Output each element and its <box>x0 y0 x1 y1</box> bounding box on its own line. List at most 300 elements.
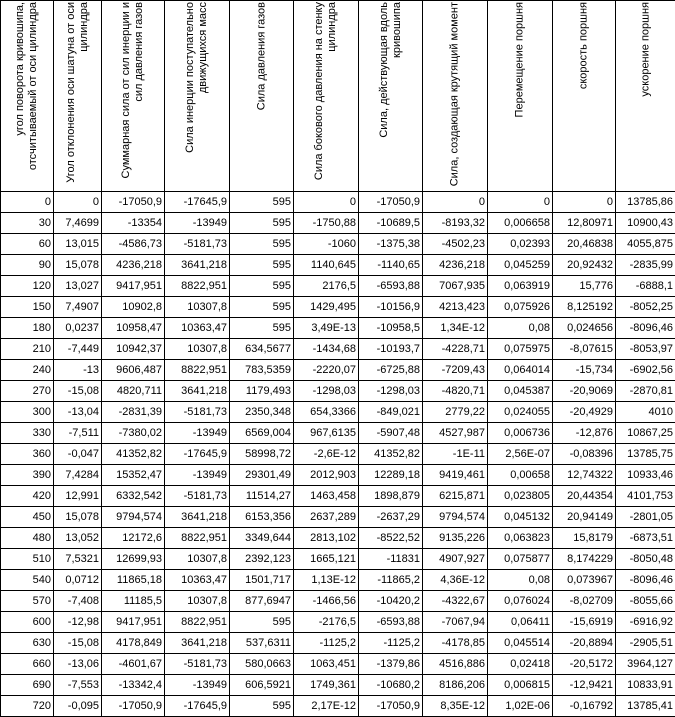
table-cell[interactable]: 0,075975 <box>488 339 553 360</box>
table-cell[interactable]: 3,49E-13 <box>294 318 359 339</box>
table-cell[interactable]: 3641,218 <box>165 381 230 402</box>
table-cell[interactable]: -13949 <box>165 423 230 444</box>
table-cell[interactable]: 210 <box>1 339 54 360</box>
table-cell[interactable]: 0,063823 <box>488 528 553 549</box>
table-cell[interactable]: -15,08 <box>54 381 102 402</box>
table-cell[interactable]: -13,04 <box>54 402 102 423</box>
table-cell[interactable]: -10689,5 <box>359 213 423 234</box>
table-cell[interactable]: -8096,46 <box>616 570 675 591</box>
table-cell[interactable]: 1,34E-12 <box>423 318 488 339</box>
table-cell[interactable]: 270 <box>1 381 54 402</box>
table-cell[interactable]: -2176,5 <box>294 612 359 633</box>
table-cell[interactable]: 0 <box>423 192 488 213</box>
table-cell[interactable]: 0,045514 <box>488 633 553 654</box>
table-cell[interactable]: -8,07615 <box>553 339 616 360</box>
table-cell[interactable]: 30 <box>1 213 54 234</box>
table-cell[interactable]: 0,00658 <box>488 465 553 486</box>
table-row <box>1 423 675 444</box>
table-cell[interactable]: 4,36E-12 <box>423 570 488 591</box>
table-cell[interactable]: 3641,218 <box>165 633 230 654</box>
table-cell[interactable]: -6725,88 <box>359 360 423 381</box>
table-cell[interactable]: -5907,48 <box>359 423 423 444</box>
table-cell[interactable]: 0,0712 <box>54 570 102 591</box>
table-cell[interactable]: 10933,46 <box>616 465 675 486</box>
table-cell[interactable]: -20,5172 <box>553 654 616 675</box>
table-cell[interactable]: -2,6E-12 <box>294 444 359 465</box>
table-cell[interactable]: -15,6919 <box>553 612 616 633</box>
table-cell[interactable]: -4601,67 <box>102 654 165 675</box>
table-cell[interactable]: -8522,52 <box>359 528 423 549</box>
header-row <box>1 1 675 192</box>
table-cell[interactable]: 600 <box>1 612 54 633</box>
table-cell[interactable]: 15,078 <box>54 507 102 528</box>
table-cell[interactable]: -7380,02 <box>102 423 165 444</box>
column-header-torque-force[interactable] <box>423 1 488 192</box>
table-cell[interactable]: 2012,903 <box>294 465 359 486</box>
table-cell[interactable]: 0,045132 <box>488 507 553 528</box>
table-cell[interactable]: 12,74322 <box>553 465 616 486</box>
table-cell[interactable]: -8050,48 <box>616 549 675 570</box>
table-cell[interactable]: 2813,102 <box>294 528 359 549</box>
column-header-label: Сила давления газов <box>255 2 268 190</box>
table-cell[interactable]: 0,064014 <box>488 360 553 381</box>
table-cell[interactable]: 11185,5 <box>102 591 165 612</box>
table-cell[interactable]: -13342,4 <box>102 675 165 696</box>
table-cell[interactable]: 13,015 <box>54 234 102 255</box>
column-header-crank-force[interactable] <box>359 1 423 192</box>
column-header-crank-angle[interactable] <box>1 1 54 192</box>
table-cell[interactable]: 690 <box>1 675 54 696</box>
table-cell[interactable]: 0 <box>54 192 102 213</box>
table-cell[interactable]: 450 <box>1 507 54 528</box>
table-cell[interactable]: -7067,94 <box>423 612 488 633</box>
table-cell[interactable]: 0,024656 <box>553 318 616 339</box>
table-cell[interactable]: -17645,9 <box>165 696 230 717</box>
table-cell[interactable]: 41352,82 <box>102 444 165 465</box>
table-cell[interactable]: -5181,73 <box>165 486 230 507</box>
table-cell[interactable]: 8822,951 <box>165 360 230 381</box>
table-cell[interactable]: 660 <box>1 654 54 675</box>
table-cell[interactable]: -1750,88 <box>294 213 359 234</box>
table-cell[interactable]: 13,052 <box>54 528 102 549</box>
table-row <box>1 612 675 633</box>
table-cell[interactable]: 1665,121 <box>294 549 359 570</box>
table-cell[interactable]: 10942,37 <box>102 339 165 360</box>
table-cell[interactable]: -13949 <box>165 213 230 234</box>
table-cell[interactable]: -20,9069 <box>553 381 616 402</box>
table-cell[interactable]: -2870,81 <box>616 381 675 402</box>
table-cell[interactable]: -17645,9 <box>165 192 230 213</box>
table-cell[interactable]: 720 <box>1 696 54 717</box>
table-cell[interactable]: 8186,206 <box>423 675 488 696</box>
table-cell[interactable]: 120 <box>1 276 54 297</box>
table-cell[interactable]: 0,075877 <box>488 549 553 570</box>
table-cell[interactable]: 20,94149 <box>553 507 616 528</box>
table-cell[interactable]: -1379,86 <box>359 654 423 675</box>
table-cell[interactable]: 630 <box>1 633 54 654</box>
table-cell[interactable]: 12699,93 <box>102 549 165 570</box>
table-cell[interactable]: 8822,951 <box>165 528 230 549</box>
table-cell[interactable]: 58998,72 <box>230 444 294 465</box>
table-cell[interactable]: 12172,6 <box>102 528 165 549</box>
table-cell[interactable]: -5181,73 <box>165 402 230 423</box>
column-header-label: Сила бокового давления на стенку цилиндра <box>313 2 339 190</box>
table-cell[interactable]: 510 <box>1 549 54 570</box>
table-cell[interactable]: 8,35E-12 <box>423 696 488 717</box>
table-cell[interactable]: -17050,9 <box>102 696 165 717</box>
column-header-gas-force[interactable] <box>230 1 294 192</box>
table-cell[interactable]: -8053,97 <box>616 339 675 360</box>
column-header-piston-velocity[interactable] <box>553 1 616 192</box>
table-cell[interactable]: 0,06411 <box>488 612 553 633</box>
table-cell[interactable]: -0,047 <box>54 444 102 465</box>
table-cell[interactable]: 570 <box>1 591 54 612</box>
table-cell[interactable]: 1463,458 <box>294 486 359 507</box>
table-cell[interactable]: -2220,07 <box>294 360 359 381</box>
table-cell[interactable]: -849,021 <box>359 402 423 423</box>
table-cell[interactable]: -6902,56 <box>616 360 675 381</box>
table-cell[interactable]: -13949 <box>165 465 230 486</box>
table-cell[interactable]: 9794,574 <box>423 507 488 528</box>
table-cell[interactable]: 0,08 <box>488 570 553 591</box>
table-cell[interactable]: 9135,226 <box>423 528 488 549</box>
table-cell[interactable]: -4586,73 <box>102 234 165 255</box>
table-cell[interactable]: 4527,987 <box>423 423 488 444</box>
table-cell[interactable]: 654,3366 <box>294 402 359 423</box>
table-cell[interactable]: -2905,51 <box>616 633 675 654</box>
table-cell[interactable]: 20,46838 <box>553 234 616 255</box>
table-cell[interactable]: -7,511 <box>54 423 102 444</box>
table-cell[interactable]: 29301,49 <box>230 465 294 486</box>
table-cell[interactable]: 15,8179 <box>553 528 616 549</box>
table-cell[interactable]: 3349,644 <box>230 528 294 549</box>
table-cell[interactable]: 60 <box>1 234 54 255</box>
table-cell[interactable]: 13785,75 <box>616 444 675 465</box>
table-cell[interactable]: -1E-11 <box>423 444 488 465</box>
table-cell[interactable]: 877,6947 <box>230 591 294 612</box>
table-cell[interactable]: -4322,67 <box>423 591 488 612</box>
column-header-piston-displacement[interactable] <box>488 1 553 192</box>
table-cell[interactable]: -2637,29 <box>359 507 423 528</box>
column-header-side-force[interactable] <box>294 1 359 192</box>
table-row <box>1 234 675 255</box>
table-cell[interactable]: 8,174229 <box>553 549 616 570</box>
table-cell[interactable]: 6153,356 <box>230 507 294 528</box>
table-cell[interactable]: 10833,91 <box>616 675 675 696</box>
table-cell[interactable]: -8096,46 <box>616 318 675 339</box>
table-cell[interactable]: 0,063919 <box>488 276 553 297</box>
table-cell[interactable]: 6215,871 <box>423 486 488 507</box>
table-cell[interactable]: 10307,8 <box>165 297 230 318</box>
table-cell[interactable]: 9417,951 <box>102 276 165 297</box>
table-cell[interactable]: 240 <box>1 360 54 381</box>
table-cell[interactable]: -1375,38 <box>359 234 423 255</box>
table-cell[interactable]: 2779,22 <box>423 402 488 423</box>
table-cell[interactable]: 595 <box>230 255 294 276</box>
table-cell[interactable]: 3964,127 <box>616 654 675 675</box>
table-cell[interactable]: 595 <box>230 234 294 255</box>
table-cell[interactable]: -10156,9 <box>359 297 423 318</box>
table-cell[interactable]: 11514,27 <box>230 486 294 507</box>
table-cell[interactable]: -8,02709 <box>553 591 616 612</box>
table-cell[interactable]: 537,6311 <box>230 633 294 654</box>
table-cell[interactable]: -7209,43 <box>423 360 488 381</box>
column-header-label: Перемещение поршня <box>514 2 527 190</box>
table-cell[interactable]: 3641,218 <box>165 507 230 528</box>
column-header-piston-acceleration[interactable] <box>616 1 675 192</box>
table-cell[interactable]: 595 <box>230 318 294 339</box>
table-cell[interactable]: 967,6135 <box>294 423 359 444</box>
table-cell[interactable]: 0,076024 <box>488 591 553 612</box>
table-cell[interactable]: 4213,423 <box>423 297 488 318</box>
table-cell[interactable]: 4516,886 <box>423 654 488 675</box>
table-cell[interactable]: 10363,47 <box>165 570 230 591</box>
table-cell[interactable]: 13,027 <box>54 276 102 297</box>
table-cell[interactable]: -4228,71 <box>423 339 488 360</box>
table-cell[interactable]: 0,006815 <box>488 675 553 696</box>
table-cell[interactable]: -7,449 <box>54 339 102 360</box>
table-cell[interactable]: 595 <box>230 276 294 297</box>
table-cell[interactable]: 634,5677 <box>230 339 294 360</box>
table-cell[interactable]: 2392,123 <box>230 549 294 570</box>
column-header-rod-angle[interactable] <box>54 1 102 192</box>
table-cell[interactable]: -1140,65 <box>359 255 423 276</box>
table-cell[interactable]: 595 <box>230 696 294 717</box>
table-cell[interactable]: 2,56E-07 <box>488 444 553 465</box>
table-cell[interactable]: -6873,51 <box>616 528 675 549</box>
table-cell[interactable]: -0,08396 <box>553 444 616 465</box>
table-cell[interactable]: 6569,004 <box>230 423 294 444</box>
table-cell[interactable]: -6916,92 <box>616 612 675 633</box>
table-cell[interactable]: 360 <box>1 444 54 465</box>
table-cell[interactable]: -1298,03 <box>294 381 359 402</box>
table-cell[interactable]: 0,08 <box>488 318 553 339</box>
table-cell[interactable]: -0,16792 <box>553 696 616 717</box>
table-cell[interactable]: 0 <box>1 192 54 213</box>
table-cell[interactable]: 0 <box>294 192 359 213</box>
table-cell[interactable]: -13 <box>54 360 102 381</box>
table-cell[interactable]: -11831 <box>359 549 423 570</box>
table-cell[interactable]: 7,4907 <box>54 297 102 318</box>
table-cell[interactable]: 595 <box>230 192 294 213</box>
table-cell[interactable]: -4178,85 <box>423 633 488 654</box>
table-row <box>1 675 675 696</box>
table-cell[interactable]: 7,4284 <box>54 465 102 486</box>
table-cell[interactable]: 8822,951 <box>165 612 230 633</box>
table-cell[interactable]: -1434,68 <box>294 339 359 360</box>
table-cell[interactable]: 4236,218 <box>423 255 488 276</box>
table-cell[interactable]: 9419,461 <box>423 465 488 486</box>
column-header-inertia-force[interactable] <box>165 1 230 192</box>
table-cell[interactable]: 13785,41 <box>616 696 675 717</box>
table-cell[interactable]: 420 <box>1 486 54 507</box>
table-cell[interactable]: -20,8894 <box>553 633 616 654</box>
table-cell[interactable]: 330 <box>1 423 54 444</box>
table-cell[interactable]: 3641,218 <box>165 255 230 276</box>
table-cell[interactable]: -12,876 <box>553 423 616 444</box>
table-cell[interactable]: 4907,927 <box>423 549 488 570</box>
table-cell[interactable]: 15,078 <box>54 255 102 276</box>
table-cell[interactable]: 15,776 <box>553 276 616 297</box>
table-cell[interactable]: -1298,03 <box>359 381 423 402</box>
table-cell[interactable]: 2176,5 <box>294 276 359 297</box>
table-cell[interactable]: 1898,879 <box>359 486 423 507</box>
table-cell[interactable]: -6888,1 <box>616 276 675 297</box>
table-cell[interactable]: 10363,47 <box>165 318 230 339</box>
table-cell[interactable]: -1466,56 <box>294 591 359 612</box>
table-row <box>1 444 675 465</box>
table-cell[interactable]: 8822,951 <box>165 276 230 297</box>
table-cell[interactable]: 4820,711 <box>102 381 165 402</box>
table-cell[interactable]: 0,045259 <box>488 255 553 276</box>
table-cell[interactable]: 595 <box>230 213 294 234</box>
table-cell[interactable]: 7,4699 <box>54 213 102 234</box>
table-cell[interactable]: -2835,99 <box>616 255 675 276</box>
table-cell[interactable]: 1501,717 <box>230 570 294 591</box>
table-cell[interactable]: 8,125192 <box>553 297 616 318</box>
table-cell[interactable]: 0,045387 <box>488 381 553 402</box>
table-cell[interactable]: 580,0663 <box>230 654 294 675</box>
column-header-total-force[interactable] <box>102 1 165 192</box>
table-cell[interactable]: 0 <box>553 192 616 213</box>
table-cell[interactable]: -10958,5 <box>359 318 423 339</box>
table-cell[interactable]: 1063,451 <box>294 654 359 675</box>
table-cell[interactable]: 4178,849 <box>102 633 165 654</box>
table-cell[interactable]: 10900,43 <box>616 213 675 234</box>
table-cell[interactable]: 1,02E-06 <box>488 696 553 717</box>
table-cell[interactable]: 9606,487 <box>102 360 165 381</box>
table-cell[interactable]: 10958,47 <box>102 318 165 339</box>
table-cell[interactable]: 9794,574 <box>102 507 165 528</box>
table-cell[interactable]: 12,991 <box>54 486 102 507</box>
table-cell[interactable]: 0,075926 <box>488 297 553 318</box>
table-cell[interactable]: 595 <box>230 297 294 318</box>
table-cell[interactable]: 41352,82 <box>359 444 423 465</box>
table-cell[interactable]: 10307,8 <box>165 549 230 570</box>
table-cell[interactable]: -0,095 <box>54 696 102 717</box>
table-cell[interactable]: -1060 <box>294 234 359 255</box>
table-cell[interactable]: -4820,71 <box>423 381 488 402</box>
table-cell[interactable]: 20,92432 <box>553 255 616 276</box>
table-cell[interactable]: -10680,2 <box>359 675 423 696</box>
table-cell[interactable]: 15352,47 <box>102 465 165 486</box>
table-cell[interactable]: 540 <box>1 570 54 591</box>
table-cell[interactable]: 595 <box>230 612 294 633</box>
table-cell[interactable]: 7,5321 <box>54 549 102 570</box>
table-cell[interactable]: 1140,645 <box>294 255 359 276</box>
table-cell[interactable]: 0 <box>488 192 553 213</box>
table-cell[interactable]: -4502,23 <box>423 234 488 255</box>
table-cell[interactable]: 0,02418 <box>488 654 553 675</box>
table-cell[interactable]: 90 <box>1 255 54 276</box>
table-cell[interactable]: 0,006736 <box>488 423 553 444</box>
table-row <box>1 192 675 213</box>
table-cell[interactable]: 1749,361 <box>294 675 359 696</box>
table-cell[interactable]: 0,024055 <box>488 402 553 423</box>
table-cell[interactable]: 11865,18 <box>102 570 165 591</box>
table-cell[interactable]: -10193,7 <box>359 339 423 360</box>
table-cell[interactable]: 10867,25 <box>616 423 675 444</box>
table-cell[interactable]: -17645,9 <box>165 444 230 465</box>
table-cell[interactable]: -7,408 <box>54 591 102 612</box>
table-cell[interactable]: 6332,542 <box>102 486 165 507</box>
table-cell[interactable]: -15,734 <box>553 360 616 381</box>
table-cell[interactable]: -8052,25 <box>616 297 675 318</box>
table-cell[interactable]: 480 <box>1 528 54 549</box>
table-cell[interactable]: -11865,2 <box>359 570 423 591</box>
table-cell[interactable]: -5181,73 <box>165 234 230 255</box>
table-cell[interactable]: -13,06 <box>54 654 102 675</box>
table-cell[interactable]: -10420,2 <box>359 591 423 612</box>
table-cell[interactable]: 12,80971 <box>553 213 616 234</box>
table-cell[interactable]: -6593,88 <box>359 612 423 633</box>
table-cell[interactable]: 10902,8 <box>102 297 165 318</box>
table-cell[interactable]: -2831,39 <box>102 402 165 423</box>
table-cell[interactable]: 1429,495 <box>294 297 359 318</box>
table-cell[interactable]: 10307,8 <box>165 591 230 612</box>
table-cell[interactable]: 0,006658 <box>488 213 553 234</box>
table-cell[interactable]: -13354 <box>102 213 165 234</box>
table-cell[interactable]: -17050,9 <box>359 696 423 717</box>
table-cell[interactable]: 1,13E-12 <box>294 570 359 591</box>
table-cell[interactable]: -13949 <box>165 675 230 696</box>
table-cell[interactable]: -20,4929 <box>553 402 616 423</box>
table-cell[interactable]: -1125,2 <box>294 633 359 654</box>
table-cell[interactable]: 606,5921 <box>230 675 294 696</box>
table-cell[interactable]: -17050,9 <box>102 192 165 213</box>
column-header-label: ускорение поршня <box>639 2 652 190</box>
table-cell[interactable]: -5181,73 <box>165 654 230 675</box>
table-cell[interactable]: -15,08 <box>54 633 102 654</box>
table-cell[interactable]: 7067,935 <box>423 276 488 297</box>
table-cell[interactable]: -7,553 <box>54 675 102 696</box>
table-cell[interactable]: 783,5359 <box>230 360 294 381</box>
table-cell[interactable]: -8193,32 <box>423 213 488 234</box>
table-cell[interactable]: 2637,289 <box>294 507 359 528</box>
table-row <box>1 381 675 402</box>
table-cell[interactable]: 0,02393 <box>488 234 553 255</box>
table-cell[interactable]: -1125,2 <box>359 633 423 654</box>
table-cell[interactable]: 2350,348 <box>230 402 294 423</box>
table-cell[interactable]: 1179,493 <box>230 381 294 402</box>
table-cell[interactable]: 10307,8 <box>165 339 230 360</box>
table-cell[interactable]: 9417,951 <box>102 612 165 633</box>
table-cell[interactable]: 4055,875 <box>616 234 675 255</box>
table-cell[interactable]: 20,44354 <box>553 486 616 507</box>
table-cell[interactable]: 4010 <box>616 402 675 423</box>
table-cell[interactable]: 12289,18 <box>359 465 423 486</box>
table-cell[interactable]: 4101,753 <box>616 486 675 507</box>
table-row <box>1 570 675 591</box>
table-cell[interactable]: 2,17E-12 <box>294 696 359 717</box>
table-cell[interactable]: 0,073967 <box>553 570 616 591</box>
table-cell[interactable]: 390 <box>1 465 54 486</box>
table-cell[interactable]: 0,023805 <box>488 486 553 507</box>
table-cell[interactable]: 150 <box>1 297 54 318</box>
table-cell[interactable]: 180 <box>1 318 54 339</box>
table-cell[interactable]: 300 <box>1 402 54 423</box>
table-cell[interactable]: 13785,86 <box>616 192 675 213</box>
table-cell[interactable]: 0,0237 <box>54 318 102 339</box>
table-cell[interactable]: -17050,9 <box>359 192 423 213</box>
table-cell[interactable]: -12,9421 <box>553 675 616 696</box>
table-cell[interactable]: -6593,88 <box>359 276 423 297</box>
table-cell[interactable]: -8055,66 <box>616 591 675 612</box>
table-row <box>1 654 675 675</box>
table-cell[interactable]: -2801,05 <box>616 507 675 528</box>
table-cell[interactable]: 4236,218 <box>102 255 165 276</box>
table-cell[interactable]: -12,98 <box>54 612 102 633</box>
